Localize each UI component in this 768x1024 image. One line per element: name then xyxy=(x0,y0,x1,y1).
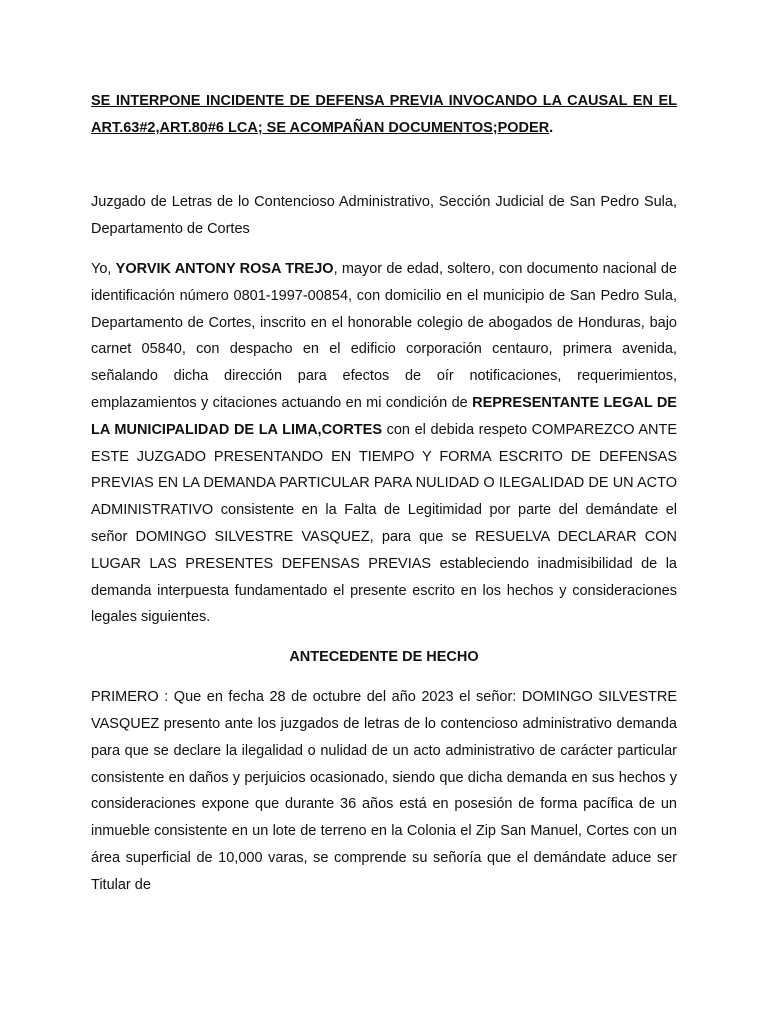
primero-paragraph: PRIMERO : Que en fecha 28 de octubre del año 2023 el señor: DOMINGO SILVESTRE VASQUEZ presento ante los juzgados de letras de lo contencioso administrativo demanda para que se declare la ilegalidad o nulidad de un acto administrativo de carácter particular consistente en daños y perjuicios ocasionado, siendo que dicha demanda en sus hechos y consideraciones expone que durante 36 años está en posesión de forma pacífica de un inmueble consistente en un lote de terreno en la Colonia el Zip San Manuel, Cortes con un área superficial de 10,000 varas, se comprende su señoría que el demándate aduce ser Titular de xyxy=(91,689,677,893)
document-page xyxy=(91,88,677,899)
intro-text-3: con el debida respeto COMPAREZCO ANTE ESTE JUZGADO PRESENTANDO EN TIEMPO Y FORMA ESCRITO DE DEFENSAS PREVIAS EN LA DEMANDA PARTICULAR PARA NULIDAD O ILEGALIDAD DE UN ACTO ADMINISTRATIVO consistente en la Falta de Legitimidad por parte del demándate el señor DOMINGO SILVESTRE VASQUEZ, para que se RESUELVA DECLARAR CON LUGAR LAS PRESENTES DEFENSAS PREVIAS estableciendo inadmisibilidad de la demanda interpuesta fundamentado el presente escrito en los hechos y consideraciones legales siguientes. xyxy=(91,421,677,626)
intro-paragraph xyxy=(91,256,677,631)
intro-text-1: Yo, xyxy=(91,261,116,277)
document-title-end: . xyxy=(549,120,554,136)
court-name: Juzgado de Letras de lo Contencioso Administrativo, Sección Judicial de San Pedro Sula, Departamento de Cortes xyxy=(91,194,677,237)
document-title xyxy=(91,88,677,142)
attorney-name: YORVIK ANTONY ROSA TREJO xyxy=(115,261,334,277)
intro-text-2: , mayor de edad, soltero, con documento nacional de identificación número 0801-1997-00854, con domicilio en el municipio de San Pedro Sula, Departamento de Cortes, inscrito en el honorable colegio de abogados de Honduras, bajo carnet 05840, con despacho en el edificio corporación centauro, primera avenida, señalando dicha dirección para efectos de oír notificaciones, requerimientos, emplazamientos y citaciones actuando en mi condición de xyxy=(91,261,677,411)
legal-role: REPRESENTANTE LEGAL DE LA MUNICIPALIDAD DE LA LIMA,CORTES xyxy=(91,394,677,438)
section-heading: ANTECEDENTE DE HECHO xyxy=(289,649,479,666)
document-title-underlined: SE INTERPONE INCIDENTE DE DEFENSA PREVIA INVOCANDO LA CAUSAL EN EL ART.63#2,ART.80#6 LCA; SE ACOMPAÑAN DOCUMENTOS;PODER xyxy=(91,93,677,136)
